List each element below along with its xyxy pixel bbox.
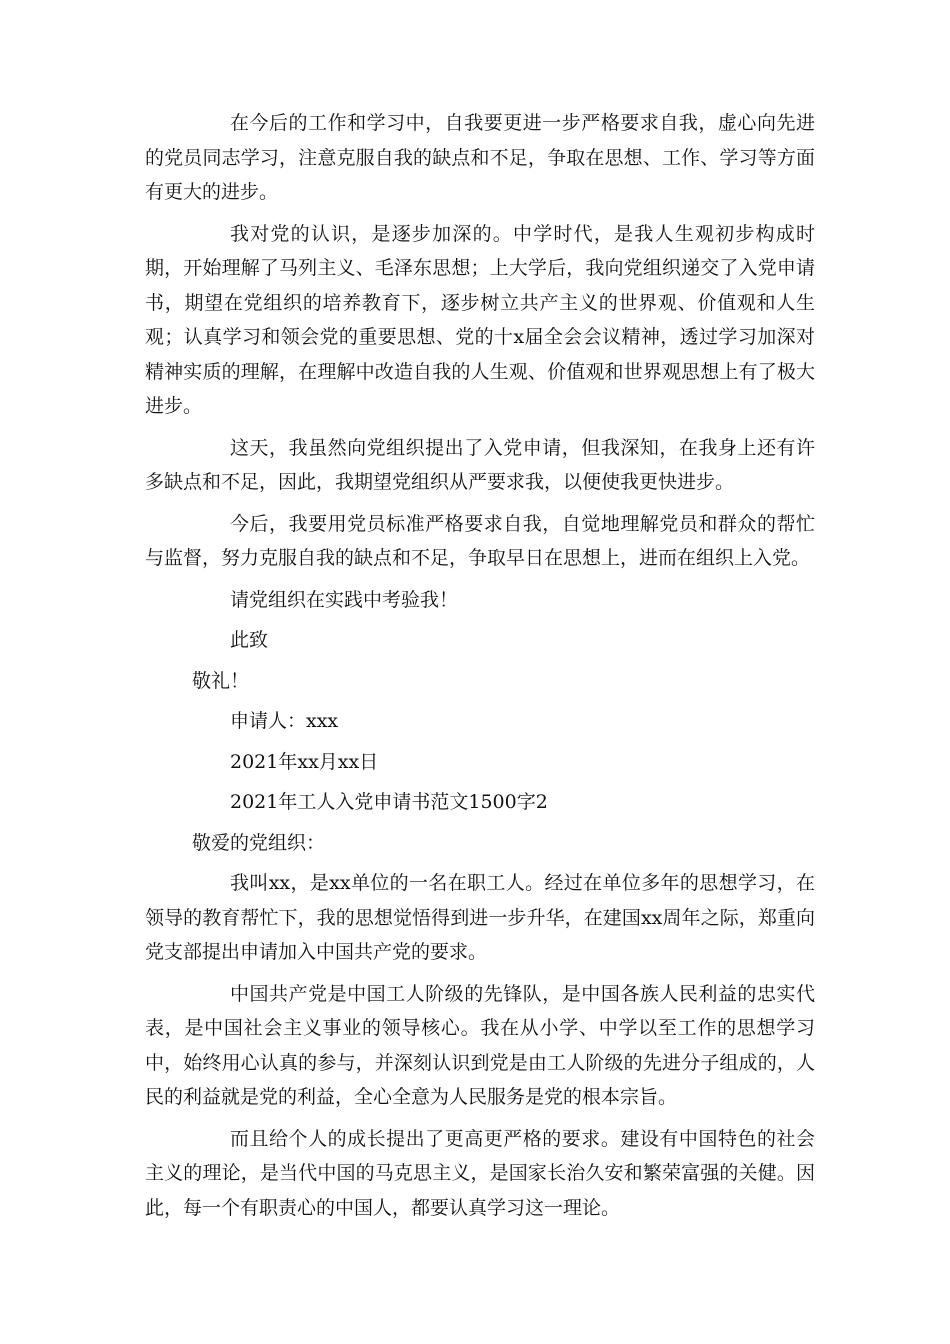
- paragraph-1: 在今后的工作和学习中，自我要更进一步严格要求自我，虚心向先进的党员同志学习，注意克服自我的缺点和不足，争取在思想、工作、学习等方面有更大的进步。: [145, 112, 815, 203]
- paragraph-2: 我对党的认识，是逐步加深的。中学时代，是我人生观初步构成时期，开始理解了马列主义、毛泽东思想；上大学后，我向党组织递交了入党申请书，期望在党组织的培养教育下，逐步树立共产主义的世界观、价值观和人生观；认真学习和领会党的重要思想、党的十x届全会会议精神，透过学习加深对精神实质的理解，在理解中改造自我的人生观、价值观和世界观思想上有了极大进步。: [145, 222, 815, 417]
- closing-cizhi: 此致: [230, 629, 269, 651]
- paragraph-6: 中国共产党是中国工人阶级的先锋队，是中国各族人民利益的忠实代表，是中国社会主义事业的领导核心。我在从小学、中学以至工作的思想学习中，始终用心认真的参与，并深刻认识到党是由工人阶级的先进分子组成的，人民的利益就是党的利益，全心全意为人民服务是党的根本宗旨。: [145, 982, 815, 1108]
- paragraph-5: 我叫xx，是xx单位的一名在职工人。经过在单位多年的思想学习，在领导的教育帮忙下，我的思想觉悟得到进一步升华，在建国xx周年之际，郑重向党支部提出申请加入中国共产党的要求。: [145, 872, 815, 963]
- section-title: 2021年工人入党申请书范文1500字2: [230, 791, 548, 813]
- application-date: 2021年xx月xx日: [230, 750, 379, 773]
- paragraph-7: 而且给个人的成长提出了更高更严格的要求。建设有中国特色的社会主义的理论，是当代中国的马克思主义，是国家长治久安和繁荣富强的关健。因此，每一个有职责心的中国人，都要认真学习这一理论。: [145, 1127, 815, 1219]
- closing-jingli: 敬礼！: [192, 669, 250, 692]
- closing-request: 请党组织在实践中考验我！: [230, 588, 459, 611]
- salutation: 敬爱的党组织：: [192, 831, 326, 854]
- applicant-signature: 申请人：xxx: [230, 710, 339, 732]
- paragraph-4: 今后，我要用党员标准严格要求自我，自觉地理解党员和群众的帮忙与监督，努力克服自我的缺点和不足，争取早日在思想上，进而在组织上入党。: [145, 512, 815, 569]
- document-body: [145, 106, 815, 1232]
- paragraph-3: 这天，我虽然向党组织提出了入党申请，但我深知，在我身上还有许多缺点和不足，因此，我期望党组织从严要求我，以便使我更快进步。: [145, 436, 815, 493]
